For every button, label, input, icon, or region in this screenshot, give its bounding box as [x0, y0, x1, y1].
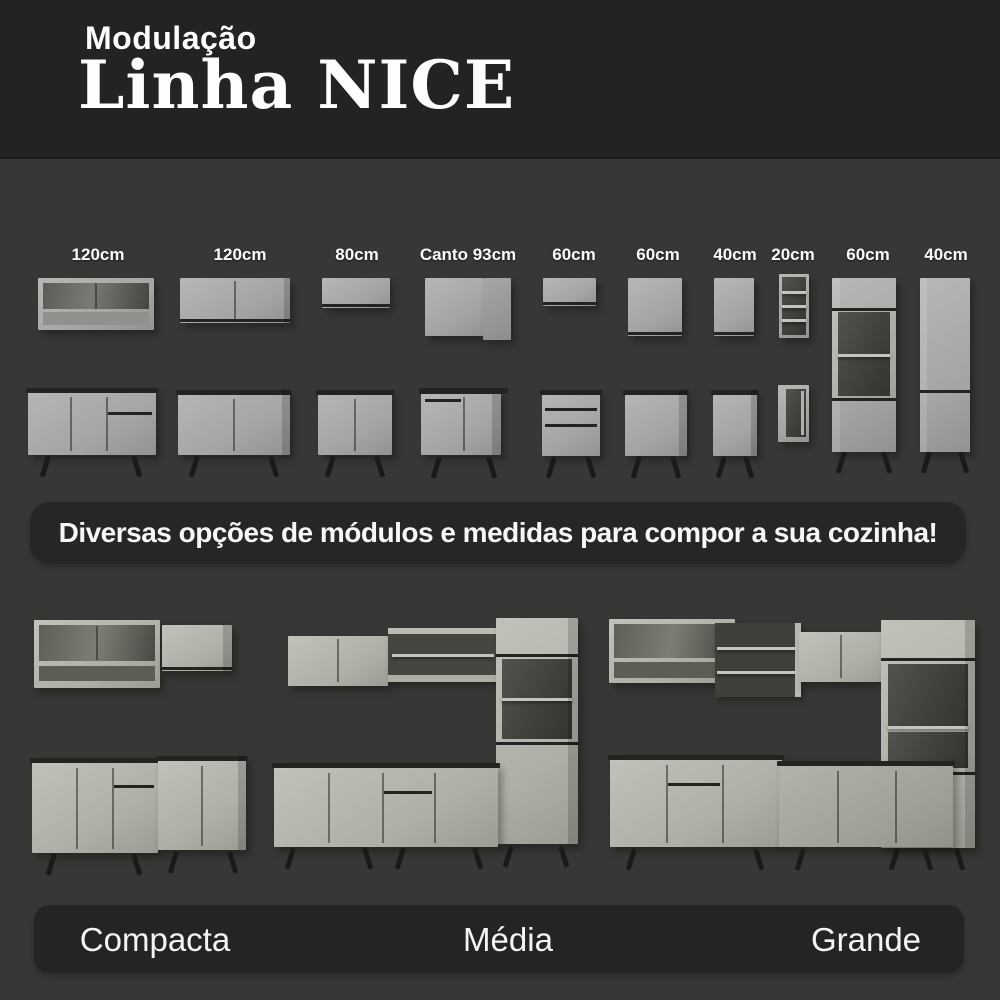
- drawer-divider: [668, 783, 720, 786]
- door-divider: [201, 766, 203, 846]
- corner-door: [425, 278, 483, 336]
- countertop: [540, 390, 602, 395]
- door-divider: [722, 765, 724, 843]
- countertop: [316, 390, 394, 395]
- countertop: [419, 388, 508, 394]
- upper-door-cabinet: [162, 625, 232, 671]
- bottom-edge: [322, 304, 390, 307]
- kitchen-name-label: Grande: [810, 921, 922, 958]
- footer-bar: [34, 905, 964, 973]
- upper-2-door-cabinet: [288, 636, 388, 686]
- shelf: [392, 654, 494, 657]
- module-size-label: 20cm: [771, 245, 815, 264]
- side-panel: [238, 756, 246, 850]
- cabinet-legs: [504, 846, 568, 870]
- tall-cabinet-microwave: [496, 618, 578, 844]
- module-size-label: 120cm: [71, 245, 125, 264]
- door-divider: [354, 399, 356, 451]
- bottom-panel: [388, 675, 498, 682]
- door-divider: [96, 626, 98, 660]
- cabinet-legs: [620, 849, 770, 873]
- drawer-divider: [108, 412, 152, 415]
- niche-shelf: [888, 726, 968, 729]
- cabinet-legs: [38, 456, 144, 480]
- door-divider: [76, 768, 78, 849]
- countertop: [26, 388, 158, 393]
- door-divider: [666, 765, 668, 843]
- bottom-edge: [180, 319, 290, 322]
- base-cabinet-drawer: [32, 758, 158, 853]
- door-divider: [328, 773, 330, 843]
- module-size-label: Canto 93cm: [419, 245, 517, 264]
- kitchen-grande: [603, 593, 995, 890]
- side-panel: [751, 390, 757, 456]
- drawer-divider: [384, 791, 432, 794]
- cabinet-legs: [789, 849, 939, 873]
- top-panel: [388, 628, 498, 634]
- bottom-edge: [543, 302, 596, 305]
- door-divider: [112, 768, 114, 849]
- cabinet-legs: [432, 457, 496, 481]
- banner: [30, 502, 966, 564]
- side-panel: [284, 278, 290, 323]
- base-cabinet-doors: [158, 756, 246, 850]
- module-size-label: 60cm: [846, 245, 890, 264]
- back-edge: [801, 391, 804, 435]
- module-nicho-20-aberto: [778, 385, 809, 442]
- door-edge: [496, 654, 578, 657]
- kitchen-media: [272, 598, 587, 890]
- cabinet-legs: [838, 452, 890, 476]
- module-balcao-40-1-porta: [713, 390, 757, 456]
- cabinet-legs: [548, 457, 594, 481]
- upper-glass-cabinet: [34, 620, 160, 688]
- upper-corner-shelf-unit: [715, 623, 801, 697]
- shelf: [782, 319, 806, 322]
- drawer-divider: [545, 424, 597, 427]
- side-panel: [492, 393, 501, 455]
- door-divider: [106, 397, 108, 451]
- module-paneleiro-40-2-portas: [920, 278, 970, 452]
- banner-text: Diversas opções de módulos e medidas para compor a sua cozinha!: [58, 517, 938, 548]
- niche-shelf: [838, 354, 890, 357]
- module-aereo-60-1-porta: [628, 278, 682, 336]
- countertop: [156, 756, 248, 761]
- module-balcao-80-2-portas: [318, 390, 392, 455]
- module-size-label: 40cm: [924, 245, 968, 264]
- open-shelf: [614, 662, 730, 678]
- cabinet-legs: [284, 848, 374, 872]
- side-panel: [965, 620, 975, 848]
- bottom-edge: [714, 332, 754, 335]
- side-panel: [679, 390, 687, 456]
- corner-side-panel: [483, 278, 511, 340]
- door-divider: [434, 773, 436, 843]
- module-aereo-120-portas-vidro: [38, 278, 154, 330]
- base-cabinet-right: [779, 761, 953, 847]
- cabinet-legs: [188, 456, 280, 480]
- bottom-edge: [162, 667, 232, 670]
- kitchen-name-label: Compacta: [79, 921, 231, 958]
- glass-doors: [614, 624, 730, 658]
- side-panel: [568, 618, 578, 844]
- door-divider: [233, 399, 235, 451]
- module-size-label: 80cm: [335, 245, 379, 264]
- base-cabinet-run: [274, 763, 498, 847]
- cabinet-legs: [394, 848, 484, 872]
- page-title: Linha NICE: [78, 46, 516, 124]
- shelf: [717, 647, 797, 650]
- open-shelf: [43, 312, 149, 325]
- module-size-label: 120cm: [213, 245, 267, 264]
- door-edge: [832, 398, 896, 401]
- drawer-divider: [545, 408, 597, 411]
- door-divider: [382, 773, 384, 843]
- upper-2-door-cabinet: [799, 632, 883, 682]
- under-top-shadow: [425, 399, 461, 402]
- header: [0, 0, 1000, 159]
- module-size-label: 40cm: [713, 245, 757, 264]
- upper-niche: [888, 664, 968, 728]
- module-balcao-60-3-gavetas: [542, 390, 600, 456]
- cabinet-legs: [719, 457, 751, 481]
- cabinet-legs: [633, 457, 679, 481]
- open-shelf: [39, 666, 155, 681]
- shelf: [782, 291, 806, 294]
- door-edge: [881, 658, 975, 661]
- cabinet-legs: [326, 456, 384, 480]
- module-balcao-120-2-portas: [178, 390, 290, 455]
- base-cabinet-left: [610, 755, 782, 847]
- upper-open-shelf-unit: [388, 628, 498, 682]
- door-divider: [463, 397, 465, 451]
- countertop: [777, 761, 955, 766]
- drawer-divider: [114, 785, 154, 788]
- door-edge: [496, 742, 578, 745]
- cabinet-legs: [168, 852, 238, 876]
- countertop: [30, 758, 160, 763]
- kitchen-compacta: [22, 608, 272, 888]
- bottom-edge: [628, 332, 682, 335]
- countertop: [608, 755, 784, 760]
- module-aereo-80-1-porta: [322, 278, 390, 308]
- shelf: [782, 305, 806, 308]
- shelf: [717, 671, 797, 674]
- door-divider: [95, 283, 97, 309]
- kitchen-name-label: Média: [463, 921, 553, 958]
- module-nicho-20-prateleiras: [779, 274, 809, 338]
- cabinet-legs: [44, 854, 144, 878]
- header-kicker: Modulação: [85, 20, 257, 56]
- cabinet-legs: [924, 452, 966, 476]
- corner-body: [421, 393, 501, 455]
- door-divider: [840, 635, 842, 678]
- module-size-label: 60cm: [552, 245, 596, 264]
- module-aereo-120-2-portas: [180, 278, 290, 323]
- countertop: [272, 763, 500, 768]
- door-divider: [920, 390, 970, 393]
- module-aereo-40-1-porta: [714, 278, 754, 336]
- side-panel: [282, 390, 290, 455]
- module-aereo-60-basculante: [543, 278, 596, 306]
- door-divider: [337, 639, 339, 682]
- countertop: [176, 390, 292, 395]
- door-divider: [70, 397, 72, 451]
- door-divider: [837, 771, 839, 843]
- side-panel: [223, 625, 232, 671]
- niche-shelf: [502, 698, 572, 701]
- door-divider: [895, 771, 897, 843]
- module-paneleiro-60-nicho-forno: [832, 278, 896, 452]
- module-size-label: 60cm: [636, 245, 680, 264]
- side-panel: [920, 278, 927, 452]
- module-balcao-60-1-porta: [625, 390, 687, 456]
- module-balcao-120-3-portas-1-gaveta: [28, 388, 156, 455]
- door-divider: [234, 281, 236, 319]
- door-edge: [832, 308, 896, 311]
